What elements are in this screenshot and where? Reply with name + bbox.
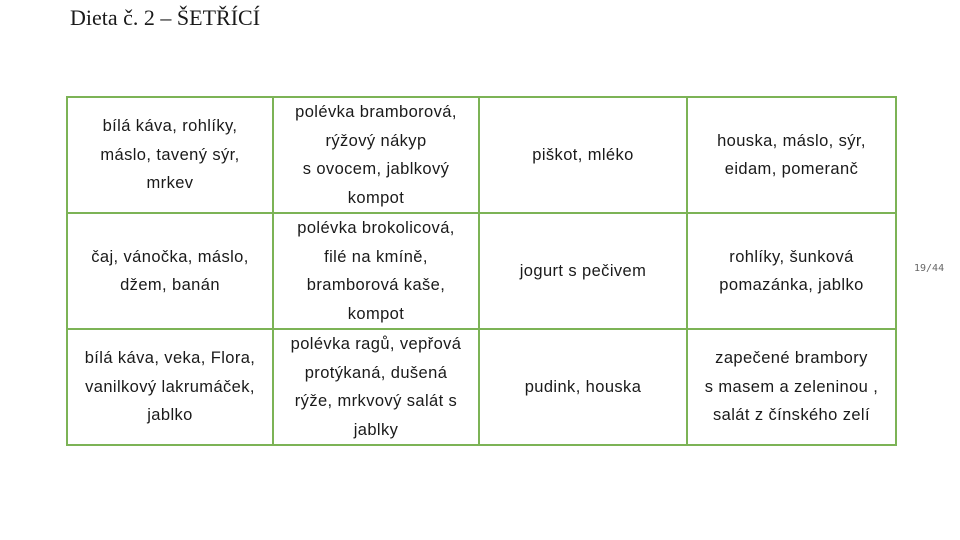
table-cell	[479, 97, 687, 213]
cell-text: rohlíky, šunková pomazánka, jablko	[719, 247, 864, 294]
table-cell	[273, 329, 479, 445]
cell-text: polévka ragů, vepřová protýkaná, dušená rýže, mrkvový salát s jablky	[290, 335, 462, 439]
cell-text: jogurt s pečivem	[519, 261, 647, 280]
cell-text: polévka bramborová, rýžový nákyp s ovocem, jablkový kompot	[295, 103, 457, 207]
table-cell	[687, 213, 896, 329]
table-cell	[67, 97, 273, 213]
diet-menu-table	[66, 96, 897, 446]
table-cell	[479, 213, 687, 329]
table-cell	[479, 329, 687, 445]
table-cell	[67, 213, 273, 329]
slide-number: 19/44	[914, 263, 945, 274]
cell-text: pudink, houska	[524, 377, 642, 396]
table-row	[67, 213, 896, 329]
table-cell	[687, 97, 896, 213]
cell-text: polévka brokolicová, filé na kmíně, bramborová kaše, kompot	[297, 219, 455, 323]
cell-text: čaj, vánočka, máslo, džem, banán	[91, 247, 249, 294]
table-row	[67, 97, 896, 213]
cell-text: bílá káva, rohlíky, máslo, tavený sýr, mrkev	[100, 117, 240, 193]
cell-text: houska, máslo, sýr, eidam, pomeranč	[717, 131, 866, 178]
cell-text: piškot, mléko	[532, 145, 634, 164]
table-row	[67, 329, 896, 445]
slide-title: Dieta č. 2 – ŠETŘÍCÍ	[70, 5, 261, 30]
cell-text: bílá káva, veka, Flora, vanilkový lakrumáček, jablko	[84, 349, 256, 425]
table-cell	[273, 97, 479, 213]
table-cell	[273, 213, 479, 329]
cell-text: zapečené brambory s masem a zeleninou , salát z čínského zelí	[704, 349, 879, 425]
table-cell	[67, 329, 273, 445]
table-cell	[687, 329, 896, 445]
